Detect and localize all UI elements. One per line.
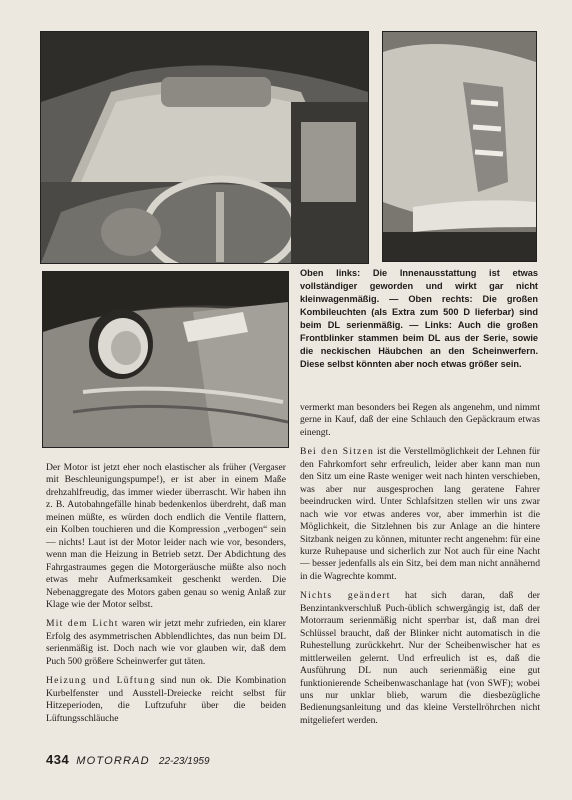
paragraph-schlauch: vermerkt man besonders bei Regen als angenehm, und nimmt gerne in Kauf, daß der eine Schlauch den Gepäckraum etwas einengt. — [300, 402, 540, 438]
issue-number: 22-23/1959 — [158, 756, 210, 767]
article-column-left — [46, 462, 286, 725]
photo-front-light — [42, 271, 289, 448]
paragraph-geaendert-text: hat sich daran, daß der Benzintankverschluß Puch-üblich schwergängig ist, daß der Motorraum serienmäßig nicht sperrbar ist, daß man drei Schlüssel braucht, daß der Blinker nicht automatisch in die Ruhestellung zurückkehrt. Nur der Scheibenwischer hat es mittlerweilen gelernt. Und erfreulich ist es, daß die Ausführung DL nun auch serienmäßig eine gut funktionierende Scheibenwaschanlage hat (von SWF); wobei uns nur unklar blieb, warum die diesbezügliche Bedienungsanleitung und das kleine Verstellröhrchen nicht mitgeliefert werden. — [300, 590, 540, 726]
interior-illustration — [41, 32, 368, 263]
paragraph-heizung-text: sind nun ok. Die Kombination Kurbelfenster und Ausstell-Dreiecke reicht selbst für Hitzeperioden, die Luftzufuhr über die beiden Lüftungsschläuche — [46, 675, 286, 724]
paragraph-heizung — [46, 675, 286, 725]
lead-licht: Mit dem Licht — [46, 618, 119, 630]
lead-geaendert: Nichts geändert — [300, 590, 391, 602]
paragraph-sitze — [300, 446, 540, 583]
lead-sitze: Bei den Sitzen — [300, 446, 374, 458]
photo-caption: Oben links: Die Innenausstattung ist etwas vollständiger geworden und wirkt gar nicht kleinwagenmäßig. — Oben rechts: Die großen Kombileuchten (als Extra zum 500 D lieferbar) sind beim DL serienmäßig. — Links: Auch die großen Frontblinker stammen beim DL aus der Serie, sowie die neckischen Häubchen an den Scheinwerfern. Diese selbst könnten aber noch etwas größer sein. — [300, 268, 538, 369]
photo-rear-light — [382, 31, 537, 262]
paragraph-motor: Der Motor ist jetzt eher noch elastischer als früher (Vergaser mit Beschleunigungspumpe!), er ist aber in einem Maße drehzahlfreudig, das immer wieder überrascht. Wir haben ihn z. B. Autobahngefälle hinab bedenkenlos überdreht, daß man meinen müßte, es würden doch endlich die Ventile flattern, ein Kolben touchieren und die Kompression „verbogen“ sein — nichts! Laut ist der Motor leider nach wie vor, besonders, wenn man die Heizung in Betrieb setzt. Der Abdichtung des Fahrgastraumes gegen die Motorgeräusche müßte also noch etwas mehr Aufmerksamkeit geschenkt werden. Die Nebenaggregate des Motors gaben genau so wenig Anlaß zur Klage wie der Motor selbst. — [46, 462, 286, 610]
front-light-illustration — [43, 272, 288, 447]
article-column-right — [300, 402, 540, 727]
paragraph-licht — [46, 618, 286, 668]
photo-interior — [40, 31, 369, 264]
magazine-name: MOTORRAD — [76, 755, 150, 767]
paragraph-licht-text: waren wir jetzt mehr zufrieden, ein klarer Erfolg des asymmetrischen Abblendlichtes, das nun beim DL serienmäßig ist. Doch nach wie vor glauben wir, daß dem Puch 500 größere Scheinwerfer gut täten. — [46, 618, 286, 667]
paragraph-sitze-text: ist die Verstellmöglichkeit der Lehnen für den Fahrkomfort sehr erfreulich, leider aber kann man nun den Sitz um eine Raste weniger weit nach hinten verschieben, was aber nur ausgesprochen lang geratene Fahrer beeindrucken wird. Unter Schlafsitzen stellen wir uns zwar nach wie vor etwas anderes vor, aber immerhin ist die Möglichkeit, die Sitzlehnen bis zur Anlage an die hintere Sitzbank neigen zu können, mitunter recht angenehm: für eine kurze Ruhepause und sicherlich zur Not auch für eine Nacht — besser jedenfalls als ein Sitz, bei dem man nicht annähernd in die Wagrechte kommt. — [300, 446, 540, 582]
lead-heizung: Heizung und Lüftung — [46, 675, 156, 687]
page-number: 434 — [46, 752, 70, 767]
paragraph-geaendert — [300, 590, 540, 727]
page-footer — [46, 752, 210, 767]
rear-light-illustration — [383, 32, 536, 261]
